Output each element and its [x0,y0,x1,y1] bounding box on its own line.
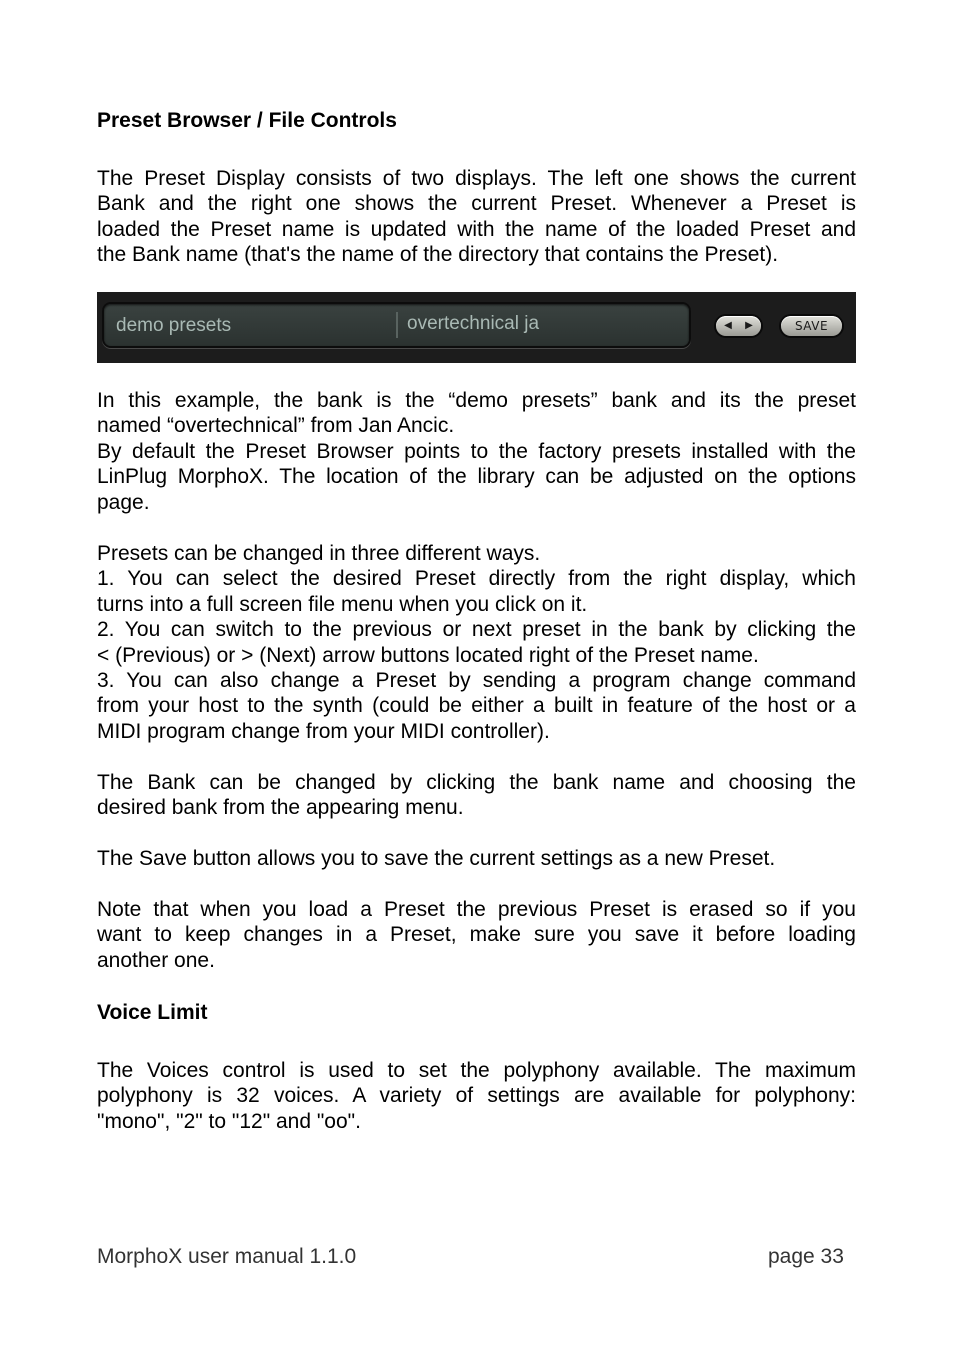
save-info-paragraph [97,846,856,871]
text-line: loaded the Preset name is updated with the name of the loaded Preset and [97,217,856,241]
text-line: The Preset Display consists of two displays. The left one shows the current [97,167,856,190]
ways-paragraph [97,541,856,744]
bank-change-paragraph [97,770,856,821]
voice-limit-paragraph [97,1058,856,1134]
text-line: MIDI program change from your MIDI controller). [97,719,550,743]
display-divider [396,312,398,338]
preset-browser-panel [97,292,856,363]
text-line: The Save button allows you to save the current settings as a new Preset. [97,847,776,870]
text-line: turns into a full screen file menu when you click on it. [97,592,588,616]
text-line: By default the Preset Browser points to the factory presets installed with the [97,439,856,463]
text-line: Bank and the right one shows the current Preset. Whenever a Preset is [97,192,856,216]
text-line: polyphony is 32 voices. A variety of settings are available for polyphony: [97,1084,856,1108]
text-line: The Bank can be changed by clicking the bank name and choosing the [97,771,856,794]
footer-title: MorphoX user manual 1.1.0 [97,1245,357,1268]
note-paragraph [97,897,856,973]
text-line: < (Previous) or > (Next) arrow buttons located right of the Preset name. [97,643,759,667]
text-line: the Bank name (that's the name of the directory that contains the Preset). [97,243,779,267]
text-line: "mono", "2" to "12" and "oo". [97,1109,361,1133]
text-line: desired bank from the appearing menu. [97,796,464,820]
text-line: Note that when you load a Preset the previous Preset is erased so if you [97,898,856,921]
next-preset-button[interactable]: ▶ [745,320,753,331]
example-paragraph [97,388,856,515]
text-line: page. [97,490,150,514]
text-line: LinPlug MorphoX. The location of the library can be adjusted on the options [97,465,856,489]
text-line: named “overtechnical” from Jan Ancic. [97,414,455,438]
previous-preset-button[interactable]: ◀ [724,320,732,331]
preset-name-display[interactable]: overtechnical ja [407,313,540,334]
text-line: 2. You can switch to the previous or next preset in the bank by clicking the [97,618,856,642]
section-heading-preset-browser: Preset Browser / File Controls [97,109,397,132]
text-line: 1. You can select the desired Preset directly from the right display, which [97,567,856,591]
bank-name-display[interactable]: demo presets [116,315,232,336]
text-line: want to keep changes in a Preset, make sure you save it before loading [97,923,856,947]
prev-next-buttons [716,316,761,336]
text-line: 3. You can also change a Preset by sending a program change command [97,669,856,693]
preset-display [104,304,689,346]
preset-display-intro [97,166,856,268]
section-heading-voice-limit: Voice Limit [97,1001,208,1024]
footer-page-number: page 33 [768,1245,844,1268]
text-line: The Voices control is used to set the polyphony available. The maximum [97,1059,856,1082]
text-line: from your host to the synth (could be either a built in feature of the host or a [97,694,856,718]
text-line: another one. [97,948,215,972]
save-button[interactable]: SAVE [781,316,842,336]
text-line: Presets can be changed in three different ways. [97,542,541,565]
text-line: In this example, the bank is the “demo presets” bank and its the preset [97,389,856,412]
